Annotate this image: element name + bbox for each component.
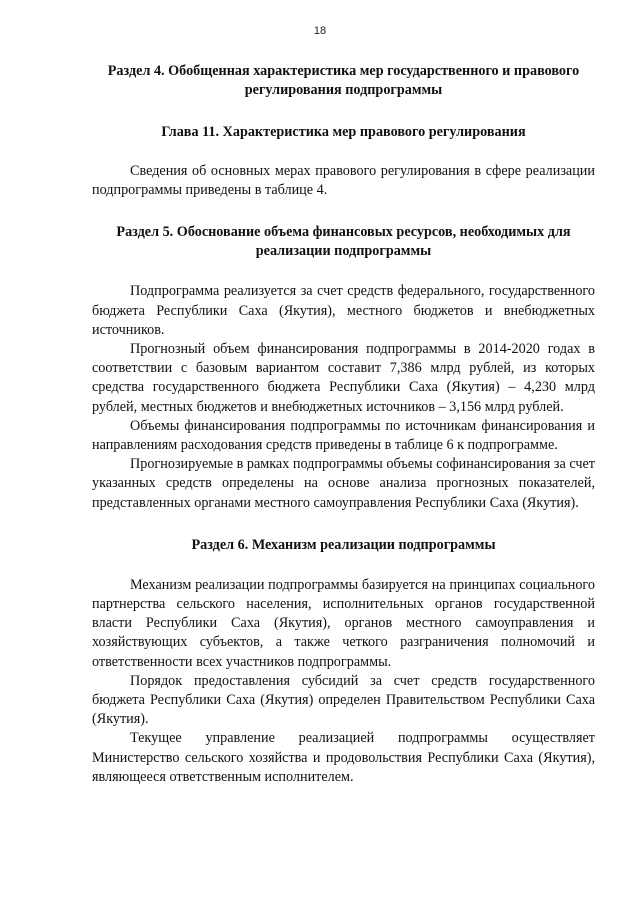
section-5-paragraph-3: Объемы финансирования подпрограммы по источникам финансирования и направлениям расходования средств приведены в таблице 6 к подпрограмме. — [92, 417, 595, 454]
section-6-paragraph-1: Механизм реализации подпрограммы базируется на принципах социального партнерства сельского населения, исполнительных органов государственной власти Республики Саха (Якутия), органов местного самоуправления и хозяйствующих субъектов, а также четкого разграничения полномочий и ответственности всех участников подпрограммы. — [92, 576, 595, 670]
chapter-11-paragraph: Сведения об основных мерах правового регулирования в сфере реализации подпрограммы приведены в таблице 4. — [92, 163, 595, 199]
section-6-paragraph-3: Текущее управление реализацией подпрограммы осуществляет Министерство сельского хозяйства и продовольствия Республики Саха (Якутия), являющееся ответственным исполнителем. — [92, 730, 595, 785]
chapter-11-heading: Глава 11. Характеристика мер правового регулирования — [161, 124, 526, 140]
section-5-paragraph-1: Подпрограмма реализуется за счет средств федерального, государственного бюджета Республики Саха (Якутия), местного бюджетов и внебюджетных источников. — [92, 283, 595, 338]
section-5-paragraph-4: Прогнозируемые в рамках подпрограммы объемы софинансирования за счет указанных средств определены на основе анализа прогнозных показателей, представленных органами местного самоуправления Республики Саха (Якутия). — [92, 456, 595, 511]
section-6-paragraph-2: Порядок предоставления субсидий за счет средств государственного бюджета Республики Саха (Якутия) определен Правительством Республики Саха (Якутия). — [92, 672, 595, 728]
section-5-heading: Раздел 5. Обоснование объема финансовых ресурсов, необходимых для реализации подпрограммы — [116, 224, 571, 260]
section-4-heading: Раздел 4. Обобщенная характеристика мер государственного и правового регулирования подпрограммы — [107, 63, 580, 98]
page-content — [92, 62, 595, 787]
section-5-paragraph-2: Прогнозный объем финансирования подпрограммы в 2014-2020 годах в соответствии с базовым вариантом составит 7,386 млрд рублей, из которых средства государственного бюджета Республики Саха (Якутия) – 4,230 млрд рублей, местных бюджетов и внебюджетных источников – 3,156 млрд рублей. — [92, 341, 595, 415]
section-6-heading: Раздел 6. Механизм реализации подпрограммы — [191, 536, 496, 553]
page-number: 18 — [313, 25, 327, 37]
